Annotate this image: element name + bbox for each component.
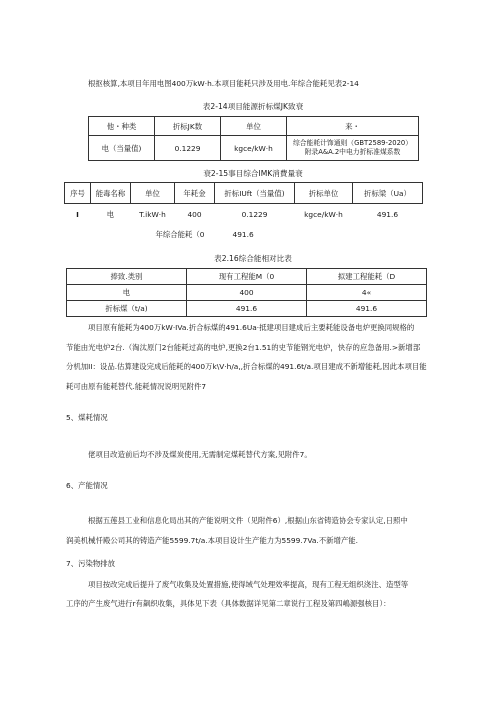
table14-cell-factor: 0.1229 xyxy=(155,136,221,161)
table16-cell: 491.6 xyxy=(307,301,427,317)
intro-paragraph: 根抠核算,本项目年用电图400万kW·h.本项目能耗只涉及用电.年综合能耗见表2-14 xyxy=(88,79,359,88)
table16-cell: 400 xyxy=(187,285,307,301)
table15-cell: 0.1229 xyxy=(241,209,268,219)
table15-header-cell: 序号 xyxy=(65,183,91,204)
table16-cell: 4« xyxy=(307,285,427,301)
table14-source-line2: 附录A&A.2中电力折标准煤系数 xyxy=(304,148,401,156)
table16-header-cell: 捧致.类别 xyxy=(67,269,187,285)
table15-cell: 电 xyxy=(106,209,115,219)
section7-heading: 7、污染物排放 xyxy=(66,559,116,568)
table14-header-cell: 来・ xyxy=(287,117,419,136)
table16-header-cell: 拟建工程能耗（D xyxy=(307,269,427,285)
table15-total-value: 491.6 xyxy=(232,229,254,239)
section6-text-line: 润美机械忏殿公司其的铸造产能5599.7t/a.本项目设计生产能力为5599.7Va.不新增产能. xyxy=(66,536,359,545)
table16-header-cell: 现有工程能M（0 xyxy=(187,269,307,285)
table16 xyxy=(66,268,427,317)
table16-row xyxy=(67,285,427,301)
table14-cell-unit: kgce/kW·h xyxy=(221,136,287,161)
section5-text: 佬项目改造前后均不涉及煤炭使用,无需制定煤耗替代方案,见附件7。 xyxy=(88,450,312,459)
section6-text-line: 根据五莲县工业和信息化局出其的产能说明文件（见附件6）,根据山东省铸造协会专家认定,日照中 xyxy=(88,516,408,525)
energy-paragraph-line: 项目原有能耗为400万kW·IVa.折合标煤的491.6Ua·抵建项目建成后主要耗能设备电炉更换同规格的 xyxy=(88,323,415,332)
table15-header-cell: 折标单位 xyxy=(295,183,353,204)
table14-cell-source xyxy=(287,136,419,161)
table14 xyxy=(88,116,419,161)
section7-text-line: 工序的产生废气进行r有飙织收集，具体见下表（具体数据详见第二章说行工程及第四嶋源强核目）： xyxy=(66,599,391,608)
table15-total-row xyxy=(65,224,423,244)
section7-text-line: 项目按改完成后提升了废气收集及处置措施,使得域气处理效率提高，现有工程无组织浇注、造型等 xyxy=(88,580,409,589)
table15-header-cell: 折标梁（Ua） xyxy=(353,183,423,204)
table15-header-cell: 单位 xyxy=(131,183,175,204)
table14-header-row xyxy=(89,117,419,136)
table15-row xyxy=(65,204,423,225)
table14-cell-type: 电（当量值) xyxy=(89,136,155,161)
energy-paragraph-line: 分机加II：设品.估算建设完成后能耗的400万k\V·h/a,,折合标煤的491.6t/a.项目建成不新增能耗,因此本项目能 xyxy=(66,362,427,371)
table15 xyxy=(64,182,423,244)
table15-header-cell: 能毒名称 xyxy=(91,183,131,204)
table14-row xyxy=(89,136,419,161)
table16-row xyxy=(67,301,427,317)
table16-cell: 491.6 xyxy=(187,301,307,317)
table14-header-cell: 他・种类 xyxy=(89,117,155,136)
section5-heading: 5、煤耗情况 xyxy=(66,413,108,422)
table16-cell: 折标煤（t/a) xyxy=(67,301,187,317)
table14-header-cell: 折标JK数 xyxy=(155,117,221,136)
table16-caption: 表2.16综合能相对比表 xyxy=(214,254,292,263)
table15-header-cell: 年耗金 xyxy=(175,183,215,204)
table14-source-line1: 综合能耗计饰通则（GBT2589-2020） xyxy=(292,139,413,147)
table16-header-row xyxy=(67,269,427,285)
energy-paragraph-line: 耗可由原有能耗替代.能耗情况说明见附件7 xyxy=(66,382,207,391)
table14-header-cell: 单位 xyxy=(221,117,287,136)
table15-header-cell: 折标IUft（当量值) xyxy=(215,183,295,204)
table15-cell: T.ikW·h xyxy=(139,209,166,219)
table16-cell: 电 xyxy=(67,285,187,301)
table14-caption: 表2-14项目能源折标煤JK致衰 xyxy=(202,102,304,111)
table15-cell: I xyxy=(76,209,79,219)
energy-paragraph-line: 节能由光电炉2台.（淘汰原门2台能耗过高的电炉,更换2台1.51的史节能钢光电炉，快存的应急备用.>新增部 xyxy=(66,343,421,352)
section6-heading: 6、产能情况 xyxy=(66,481,108,490)
table15-caption: 衰2-15事目综合IMK消費量衰 xyxy=(203,169,303,178)
table15-total-label: 年综合能耗（0 xyxy=(155,229,205,239)
table15-header-row xyxy=(65,183,423,204)
table15-cell: kgce/kW·h xyxy=(304,209,343,219)
table15-cell: 491.6 xyxy=(376,209,399,219)
table15-cell: 400 xyxy=(187,209,202,219)
